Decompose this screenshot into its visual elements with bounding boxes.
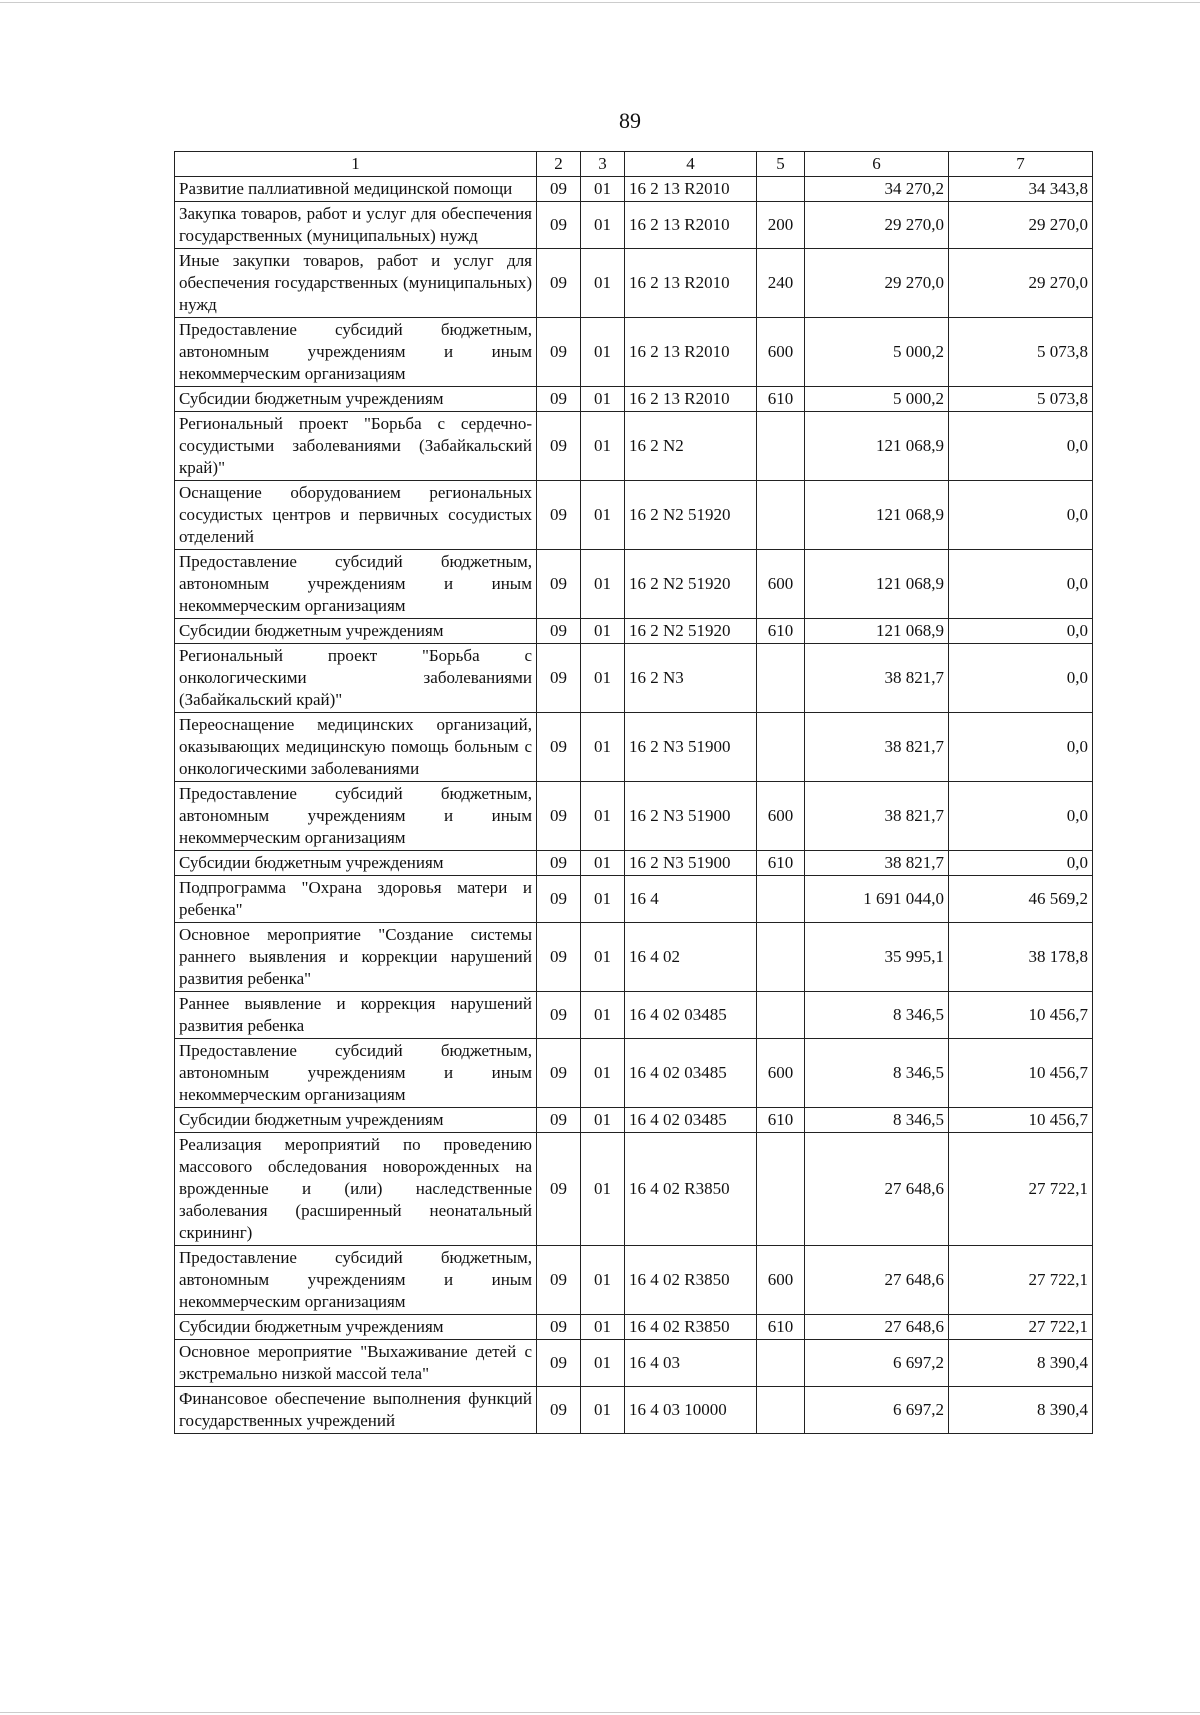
amount-col7-cell: 10 456,7 [949,992,1093,1039]
subsection-code-cell: 01 [581,318,625,387]
table-row [175,851,1093,876]
amount-col6-cell: 121 068,9 [805,619,949,644]
row-name-cell: Субсидии бюджетным учреждениям [175,619,537,644]
row-name-cell: Переоснащение медицинских организаций, оказывающих медицинскую помощь больным с онкологическими заболеваниями [175,713,537,782]
table-row [175,1246,1093,1315]
table-row [175,619,1093,644]
section-code-cell: 09 [537,992,581,1039]
subsection-code-cell: 01 [581,387,625,412]
row-name-cell: Реализация мероприятий по проведению массового обследования новорожденных на врожденные и (или) наследственные заболевания (расширенный неонатальный скрининг) [175,1133,537,1246]
amount-col7-cell: 27 722,1 [949,1133,1093,1246]
target-article-cell: 16 2 13 R2010 [625,387,757,412]
amount-col6-cell: 35 995,1 [805,923,949,992]
subsection-code-cell: 01 [581,1315,625,1340]
section-code-cell: 09 [537,1108,581,1133]
amount-col6-cell: 5 000,2 [805,318,949,387]
amount-col6-cell: 8 346,5 [805,1039,949,1108]
header-row [175,152,1093,177]
column-header: 3 [581,152,625,177]
row-name-cell: Подпрограмма "Охрана здоровья матери и ребенка" [175,876,537,923]
section-code-cell: 09 [537,249,581,318]
target-article-cell: 16 4 02 R3850 [625,1246,757,1315]
amount-col7-cell: 0,0 [949,644,1093,713]
row-name-cell: Основное мероприятие "Выхаживание детей с экстремально низкой массой тела" [175,1340,537,1387]
target-article-cell: 16 2 N2 51920 [625,619,757,644]
section-code-cell: 09 [537,1315,581,1340]
table-row [175,550,1093,619]
amount-col7-cell: 29 270,0 [949,202,1093,249]
column-header: 6 [805,152,949,177]
target-article-cell: 16 4 02 R3850 [625,1315,757,1340]
row-name-cell: Региональный проект "Борьба с сердечно-сосудистыми заболеваниями (Забайкальский край)" [175,412,537,481]
column-header: 7 [949,152,1093,177]
row-name-cell: Предоставление субсидий бюджетным, автономным учреждениям и иным некоммерческим организациям [175,318,537,387]
expense-type-cell [757,992,805,1039]
row-name-cell: Предоставление субсидий бюджетным, автономным учреждениям и иным некоммерческим организациям [175,550,537,619]
subsection-code-cell: 01 [581,644,625,713]
table-body [175,177,1093,1434]
expense-type-cell [757,1387,805,1434]
expense-type-cell: 610 [757,619,805,644]
table-row [175,481,1093,550]
amount-col6-cell: 1 691 044,0 [805,876,949,923]
subsection-code-cell: 01 [581,412,625,481]
table-row [175,177,1093,202]
column-header: 4 [625,152,757,177]
row-name-cell: Субсидии бюджетным учреждениям [175,1108,537,1133]
amount-col6-cell: 8 346,5 [805,992,949,1039]
target-article-cell: 16 2 N3 [625,644,757,713]
amount-col6-cell: 27 648,6 [805,1133,949,1246]
table-row [175,1108,1093,1133]
table-row [175,992,1093,1039]
amount-col6-cell: 38 821,7 [805,851,949,876]
subsection-code-cell: 01 [581,876,625,923]
section-code-cell: 09 [537,1039,581,1108]
amount-col7-cell: 46 569,2 [949,876,1093,923]
amount-col7-cell: 5 073,8 [949,318,1093,387]
section-code-cell: 09 [537,202,581,249]
expense-type-cell [757,177,805,202]
amount-col7-cell: 0,0 [949,412,1093,481]
target-article-cell: 16 4 03 [625,1340,757,1387]
section-code-cell: 09 [537,876,581,923]
table-row [175,1133,1093,1246]
column-header: 5 [757,152,805,177]
subsection-code-cell: 01 [581,782,625,851]
expense-type-cell [757,644,805,713]
scan-top-edge [0,2,1200,3]
expense-type-cell: 610 [757,1315,805,1340]
column-header: 1 [175,152,537,177]
amount-col6-cell: 121 068,9 [805,481,949,550]
amount-col6-cell: 6 697,2 [805,1387,949,1434]
subsection-code-cell: 01 [581,1246,625,1315]
amount-col7-cell: 29 270,0 [949,249,1093,318]
target-article-cell: 16 4 02 [625,923,757,992]
amount-col7-cell: 27 722,1 [949,1315,1093,1340]
table-row [175,782,1093,851]
expense-type-cell: 610 [757,1108,805,1133]
amount-col7-cell: 0,0 [949,851,1093,876]
expense-type-cell [757,481,805,550]
target-article-cell: 16 2 N2 51920 [625,550,757,619]
amount-col7-cell: 0,0 [949,782,1093,851]
section-code-cell: 09 [537,1340,581,1387]
table-row [175,318,1093,387]
expense-type-cell [757,713,805,782]
section-code-cell: 09 [537,1387,581,1434]
table-row [175,202,1093,249]
amount-col6-cell: 29 270,0 [805,249,949,318]
table-row [175,1039,1093,1108]
table-row [175,1387,1093,1434]
subsection-code-cell: 01 [581,1340,625,1387]
target-article-cell: 16 4 02 03485 [625,1039,757,1108]
section-code-cell: 09 [537,713,581,782]
section-code-cell: 09 [537,782,581,851]
row-name-cell: Раннее выявление и коррекция нарушений развития ребенка [175,992,537,1039]
expense-type-cell: 610 [757,387,805,412]
target-article-cell: 16 4 02 03485 [625,1108,757,1133]
row-name-cell: Иные закупки товаров, работ и услуг для обеспечения государственных (муниципальных) нужд [175,249,537,318]
row-name-cell: Субсидии бюджетным учреждениям [175,851,537,876]
section-code-cell: 09 [537,412,581,481]
amount-col7-cell: 8 390,4 [949,1340,1093,1387]
amount-col7-cell: 38 178,8 [949,923,1093,992]
table-row [175,412,1093,481]
row-name-cell: Предоставление субсидий бюджетным, автономным учреждениям и иным некоммерческим организациям [175,1039,537,1108]
section-code-cell: 09 [537,1246,581,1315]
amount-col7-cell: 27 722,1 [949,1246,1093,1315]
target-article-cell: 16 2 N2 [625,412,757,481]
amount-col6-cell: 121 068,9 [805,412,949,481]
section-code-cell: 09 [537,644,581,713]
table-row [175,923,1093,992]
section-code-cell: 09 [537,923,581,992]
budget-table [174,151,1093,1434]
expense-type-cell [757,876,805,923]
target-article-cell: 16 4 03 10000 [625,1387,757,1434]
section-code-cell: 09 [537,387,581,412]
expense-type-cell: 610 [757,851,805,876]
subsection-code-cell: 01 [581,177,625,202]
amount-col7-cell: 5 073,8 [949,387,1093,412]
subsection-code-cell: 01 [581,1108,625,1133]
section-code-cell: 09 [537,318,581,387]
subsection-code-cell: 01 [581,1133,625,1246]
expense-type-cell: 200 [757,202,805,249]
table-row [175,1315,1093,1340]
expense-type-cell: 240 [757,249,805,318]
subsection-code-cell: 01 [581,202,625,249]
amount-col6-cell: 34 270,2 [805,177,949,202]
section-code-cell: 09 [537,481,581,550]
section-code-cell: 09 [537,851,581,876]
subsection-code-cell: 01 [581,550,625,619]
target-article-cell: 16 4 [625,876,757,923]
amount-col7-cell: 8 390,4 [949,1387,1093,1434]
page-number: 89 [619,108,641,133]
subsection-code-cell: 01 [581,481,625,550]
expense-type-cell [757,923,805,992]
amount-col7-cell: 0,0 [949,619,1093,644]
section-code-cell: 09 [537,1133,581,1246]
row-name-cell: Субсидии бюджетным учреждениям [175,387,537,412]
target-article-cell: 16 2 13 R2010 [625,318,757,387]
target-article-cell: 16 2 N3 51900 [625,713,757,782]
target-article-cell: 16 4 02 03485 [625,992,757,1039]
subsection-code-cell: 01 [581,713,625,782]
row-name-cell: Финансовое обеспечение выполнения функций государственных учреждений [175,1387,537,1434]
amount-col7-cell: 0,0 [949,481,1093,550]
expense-type-cell: 600 [757,1246,805,1315]
amount-col7-cell: 10 456,7 [949,1108,1093,1133]
subsection-code-cell: 01 [581,619,625,644]
amount-col6-cell: 38 821,7 [805,782,949,851]
subsection-code-cell: 01 [581,1387,625,1434]
amount-col7-cell: 34 343,8 [949,177,1093,202]
table-row [175,1340,1093,1387]
section-code-cell: 09 [537,550,581,619]
row-name-cell: Развитие паллиативной медицинской помощи [175,177,537,202]
target-article-cell: 16 2 N3 51900 [625,782,757,851]
section-code-cell: 09 [537,619,581,644]
row-name-cell: Оснащение оборудованием региональных сосудистых центров и первичных сосудистых отделений [175,481,537,550]
target-article-cell: 16 2 13 R2010 [625,202,757,249]
subsection-code-cell: 01 [581,992,625,1039]
row-name-cell: Основное мероприятие "Создание системы раннего выявления и коррекции нарушений развития ребенка" [175,923,537,992]
row-name-cell: Предоставление субсидий бюджетным, автономным учреждениям и иным некоммерческим организациям [175,1246,537,1315]
amount-col7-cell: 0,0 [949,550,1093,619]
subsection-code-cell: 01 [581,923,625,992]
amount-col6-cell: 121 068,9 [805,550,949,619]
amount-col6-cell: 5 000,2 [805,387,949,412]
amount-col6-cell: 38 821,7 [805,713,949,782]
row-name-cell: Региональный проект "Борьба с онкологическими заболеваниями (Забайкальский край)" [175,644,537,713]
section-code-cell: 09 [537,177,581,202]
amount-col7-cell: 10 456,7 [949,1039,1093,1108]
target-article-cell: 16 4 02 R3850 [625,1133,757,1246]
table-row [175,387,1093,412]
subsection-code-cell: 01 [581,249,625,318]
row-name-cell: Предоставление субсидий бюджетным, автономным учреждениям и иным некоммерческим организациям [175,782,537,851]
expense-type-cell: 600 [757,1039,805,1108]
table-row [175,876,1093,923]
table-row [175,644,1093,713]
amount-col6-cell: 27 648,6 [805,1246,949,1315]
amount-col6-cell: 29 270,0 [805,202,949,249]
column-header: 2 [537,152,581,177]
scan-bottom-edge [0,1712,1200,1713]
amount-col6-cell: 6 697,2 [805,1340,949,1387]
subsection-code-cell: 01 [581,1039,625,1108]
row-name-cell: Закупка товаров, работ и услуг для обеспечения государственных (муниципальных) нужд [175,202,537,249]
target-article-cell: 16 2 13 R2010 [625,177,757,202]
amount-col6-cell: 38 821,7 [805,644,949,713]
target-article-cell: 16 2 N2 51920 [625,481,757,550]
expense-type-cell: 600 [757,782,805,851]
expense-type-cell: 600 [757,318,805,387]
row-name-cell: Субсидии бюджетным учреждениям [175,1315,537,1340]
expense-type-cell [757,412,805,481]
table-row [175,249,1093,318]
target-article-cell: 16 2 13 R2010 [625,249,757,318]
expense-type-cell [757,1340,805,1387]
table-row [175,713,1093,782]
expense-type-cell: 600 [757,550,805,619]
subsection-code-cell: 01 [581,851,625,876]
target-article-cell: 16 2 N3 51900 [625,851,757,876]
expense-type-cell [757,1133,805,1246]
amount-col6-cell: 27 648,6 [805,1315,949,1340]
amount-col7-cell: 0,0 [949,713,1093,782]
amount-col6-cell: 8 346,5 [805,1108,949,1133]
